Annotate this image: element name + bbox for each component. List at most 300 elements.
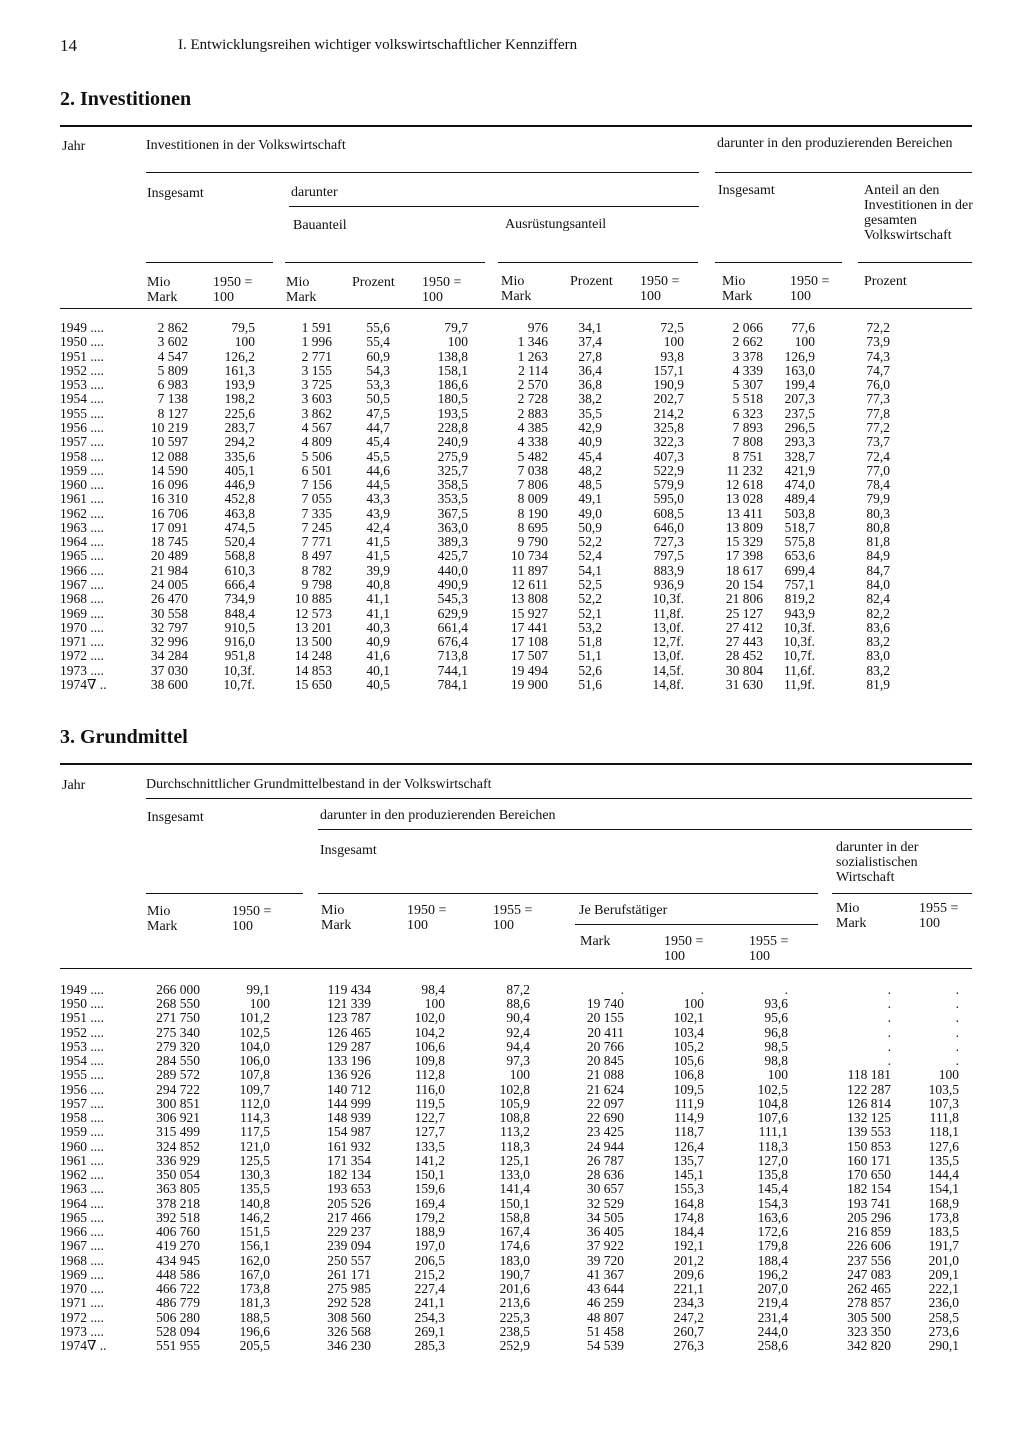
cell-ausr-prozent: 51,1 [578, 648, 602, 664]
row-year: 1958 .... [60, 1110, 104, 1126]
cell-prod-mio: 161 932 [327, 1138, 371, 1154]
unit-index-1950: 1950 = 100 [232, 904, 272, 934]
cell-bau-index: 325,7 [437, 462, 468, 478]
cell-insgesamt-mio: 14 590 [150, 462, 188, 478]
cell-ausr-mio: 8 190 [517, 505, 548, 521]
row-year: 1966 .... [60, 562, 104, 578]
cell-ausr-prozent: 48,5 [578, 477, 602, 493]
row-year: 1954 .... [60, 1053, 104, 1069]
col-header-insgesamt: Insgesamt [147, 810, 204, 825]
cell-insgesamt-mio: 32 996 [150, 634, 188, 650]
cell-insgesamt-index: 135,5 [239, 1181, 270, 1197]
cell-ausr-prozent: 37,4 [578, 334, 602, 350]
cell-prod-index-1955: 100 [509, 1067, 530, 1083]
cell-je-berufstaetiger-mark: 20 845 [586, 1053, 624, 1069]
cell-ausr-mio: 9 790 [517, 534, 548, 550]
cell-prod-mio: 13 411 [726, 505, 763, 521]
cell-prod-index-1955: 141,4 [499, 1181, 530, 1197]
cell-prod-index-1955: 90,4 [506, 1010, 530, 1026]
row-year: 1962 .... [60, 1167, 104, 1183]
cell-prod-index: 10,3f. [783, 634, 815, 650]
cell-ausr-index: 936,9 [653, 577, 684, 593]
cell-anteil-prozent: 80,3 [866, 505, 890, 521]
row-year: 1971 .... [60, 634, 104, 650]
cell-prod-index-1955: 105,9 [499, 1095, 530, 1111]
cell-bau-prozent: 45,4 [366, 434, 390, 450]
cell-je-berufstaetiger-mark: 39 720 [586, 1252, 624, 1268]
cell-anteil-prozent: 74,7 [866, 362, 890, 378]
cell-insgesamt-mio: 16 310 [150, 491, 188, 507]
cell-insgesamt-index: 104,0 [239, 1038, 270, 1054]
col-header-insgesamt: Insgesamt [147, 186, 204, 201]
cell-bau-index: 744,1 [437, 662, 468, 678]
cell-sozialistisch-mio: 205 296 [847, 1209, 891, 1225]
cell-prod-index-1950: 188,9 [414, 1224, 445, 1240]
cell-je-berufstaetiger-index-1955: . [784, 982, 788, 997]
row-year: 1963 .... [60, 519, 104, 535]
cell-ausr-prozent: 34,1 [578, 320, 602, 335]
cell-insgesamt-index: 101,2 [239, 1010, 270, 1026]
row-year: 1958 .... [60, 448, 104, 464]
cell-prod-index: 518,7 [784, 519, 815, 535]
cell-ausr-prozent: 36,4 [578, 362, 602, 378]
row-year: 1954 .... [60, 391, 104, 407]
cell-prod-mio: 308 560 [327, 1309, 371, 1325]
cell-ausr-prozent: 49,0 [578, 505, 602, 521]
cell-insgesamt-index: 205,5 [239, 1338, 270, 1353]
cell-anteil-prozent: 83,0 [866, 648, 890, 664]
header-rule [60, 308, 972, 309]
cell-insgesamt-mio: 434 945 [156, 1252, 200, 1268]
cell-ausr-index: 12,7f. [652, 634, 684, 650]
cell-sozialistisch-mio: . [887, 996, 891, 1012]
header-rule [318, 893, 818, 894]
cell-je-berufstaetiger-index-1955: 118,3 [758, 1138, 788, 1154]
cell-prod-mio: 121 339 [327, 996, 371, 1012]
cell-ausr-mio: 11 897 [511, 562, 548, 578]
cell-prod-mio: 20 154 [725, 577, 763, 593]
cell-insgesamt-mio: 30 558 [150, 605, 188, 621]
cell-je-berufstaetiger-mark: . [620, 982, 624, 997]
unit-mio-mark: Mio Mark [722, 274, 753, 304]
row-year: 1956 .... [60, 419, 104, 435]
cell-insgesamt-index: 162,0 [239, 1252, 270, 1268]
cell-prod-mio: 21 806 [725, 591, 763, 607]
cell-sozialistisch-index-1955: 118,1 [929, 1124, 959, 1140]
cell-bau-prozent: 41,1 [366, 605, 390, 621]
cell-sozialistisch-index-1955: . [955, 996, 959, 1012]
cell-je-berufstaetiger-mark: 24 944 [586, 1138, 624, 1154]
cell-je-berufstaetiger-index-1950: 276,3 [673, 1338, 704, 1353]
cell-prod-index: 11,9f. [784, 677, 815, 692]
cell-ausr-mio: 2 728 [517, 391, 548, 407]
row-year: 1964 .... [60, 1195, 104, 1211]
cell-ausr-index: 157,1 [653, 362, 684, 378]
cell-prod-mio: 140 712 [327, 1081, 371, 1097]
cell-ausr-prozent: 52,5 [578, 577, 602, 593]
cell-prod-mio: 3 378 [732, 348, 763, 364]
cell-insgesamt-mio: 466 722 [156, 1281, 200, 1297]
cell-bau-prozent: 54,3 [366, 362, 390, 378]
col-header-anteil: Anteil an den Investitionen in der gesamten Volkswirtschaft [864, 183, 973, 243]
cell-ausr-index: 14,5f. [652, 662, 684, 678]
cell-prod-index-1950: 141,2 [414, 1152, 445, 1168]
cell-je-berufstaetiger-index-1955: 172,6 [757, 1224, 788, 1240]
cell-prod-index: 199,4 [784, 377, 815, 393]
row-year: 1970 .... [60, 619, 104, 635]
cell-je-berufstaetiger-index-1955: 145,4 [757, 1181, 788, 1197]
row-year: 1951 .... [60, 348, 104, 364]
cell-je-berufstaetiger-index-1955: 107,6 [757, 1110, 788, 1126]
cell-prod-mio: 154 987 [327, 1124, 371, 1140]
cell-je-berufstaetiger-index-1950: 126,4 [673, 1138, 704, 1154]
unit-index-1955: 1955 = 100 [919, 901, 959, 931]
row-year: 1952 .... [60, 1024, 104, 1040]
cell-je-berufstaetiger-mark: 36 405 [586, 1224, 624, 1240]
group-header-volkswirtschaft: Investitionen in der Volkswirtschaft [146, 138, 346, 153]
cell-ausr-mio: 4 338 [517, 434, 548, 450]
cell-anteil-prozent: 72,4 [866, 448, 890, 464]
group-header-top: Durchschnittlicher Grundmittelbestand in der Volkswirtschaft [146, 777, 492, 792]
cell-ausr-mio: 1 263 [517, 348, 548, 364]
cell-insgesamt-index: 114,3 [240, 1110, 270, 1126]
cell-insgesamt-index: 10,3f. [223, 662, 255, 678]
row-year: 1950 .... [60, 334, 104, 350]
cell-prod-index: 77,6 [791, 320, 815, 335]
cell-prod-index: 293,3 [784, 434, 815, 450]
cell-bau-prozent: 50,5 [366, 391, 390, 407]
cell-prod-index: 421,9 [784, 462, 815, 478]
cell-prod-mio: 18 617 [725, 562, 763, 578]
cell-je-berufstaetiger-mark: 28 636 [586, 1167, 624, 1183]
cell-ausr-index: 646,0 [653, 519, 684, 535]
cell-insgesamt-index: 463,8 [224, 505, 255, 521]
running-head: I. Entwicklungsreihen wichtiger volkswirtschaftlicher Kennziffern [178, 37, 578, 53]
cell-bau-mio: 14 248 [294, 648, 332, 664]
cell-prod-index: 653,6 [784, 548, 815, 564]
table-rule [60, 763, 972, 765]
cell-prod-index: 237,5 [784, 405, 815, 421]
cell-insgesamt-mio: 271 750 [156, 1010, 200, 1026]
cell-ausr-prozent: 27,8 [578, 348, 602, 364]
cell-insgesamt-mio: 448 586 [156, 1266, 200, 1282]
cell-je-berufstaetiger-index-1955: 163,6 [757, 1209, 788, 1225]
cell-sozialistisch-mio: 132 125 [847, 1110, 891, 1126]
cell-je-berufstaetiger-index-1955: 135,8 [757, 1167, 788, 1183]
cell-prod-index-1950: 227,4 [414, 1281, 445, 1297]
cell-bau-index: 180,5 [437, 391, 468, 407]
cell-je-berufstaetiger-mark: 43 644 [586, 1281, 624, 1297]
cell-je-berufstaetiger-index-1955: 231,4 [757, 1309, 788, 1325]
unit-mark: Mark [580, 934, 611, 949]
cell-bau-mio: 4 809 [301, 434, 332, 450]
cell-ausr-prozent: 52,2 [578, 591, 602, 607]
cell-prod-index-1955: 102,8 [499, 1081, 530, 1097]
cell-prod-index-1950: 197,0 [414, 1238, 445, 1254]
row-year: 1973 .... [60, 1323, 104, 1339]
col-header-sozialistisch: darunter in der sozialistischen Wirtschaft [836, 840, 919, 885]
cell-ausr-index: 14,8f. [652, 677, 684, 692]
cell-ausr-mio: 15 927 [510, 605, 548, 621]
cell-sozialistisch-mio: 160 171 [847, 1152, 891, 1168]
cell-je-berufstaetiger-mark: 23 425 [586, 1124, 624, 1140]
cell-prod-index-1955: 238,5 [499, 1323, 530, 1339]
cell-prod-mio: 182 134 [327, 1167, 371, 1183]
cell-bau-mio: 4 567 [301, 419, 332, 435]
unit-index-1955: 1955 = 100 [749, 934, 789, 964]
cell-anteil-prozent: 80,8 [866, 519, 890, 535]
cell-prod-index: 100 [794, 334, 815, 350]
table-rule [60, 125, 972, 127]
cell-prod-mio: 217 466 [327, 1209, 371, 1225]
cell-prod-index-1955: 190,7 [499, 1266, 530, 1282]
cell-insgesamt-index: 161,3 [224, 362, 255, 378]
cell-anteil-prozent: 73,7 [866, 434, 890, 450]
cell-je-berufstaetiger-index-1950: 105,6 [673, 1053, 704, 1069]
cell-prod-index-1955: 94,4 [506, 1038, 530, 1054]
cell-prod-index-1955: 118,3 [500, 1138, 530, 1154]
cell-prod-index: 11,6f. [784, 662, 815, 678]
cell-sozialistisch-index-1955: 236,0 [928, 1295, 959, 1311]
cell-anteil-prozent: 84,7 [866, 562, 890, 578]
cell-insgesamt-index: 140,8 [239, 1195, 270, 1211]
cell-sozialistisch-index-1955: 107,3 [928, 1095, 959, 1111]
cell-prod-index: 126,9 [784, 348, 815, 364]
cell-prod-index-1955: 125,1 [499, 1152, 530, 1168]
cell-bau-index: 358,5 [437, 477, 468, 493]
cell-sozialistisch-mio: 126 814 [847, 1095, 891, 1111]
cell-prod-mio: 13 809 [725, 519, 763, 535]
cell-prod-index-1955: 150,1 [499, 1195, 530, 1211]
cell-bau-index: 275,9 [437, 448, 468, 464]
cell-prod-mio: 5 307 [732, 377, 763, 393]
cell-prod-index: 757,1 [784, 577, 815, 593]
cell-bau-prozent: 53,3 [366, 377, 390, 393]
cell-sozialistisch-index-1955: . [955, 1010, 959, 1026]
cell-je-berufstaetiger-index-1950: 114,9 [674, 1110, 704, 1126]
cell-sozialistisch-mio: . [887, 1053, 891, 1069]
cell-sozialistisch-index-1955: . [955, 1053, 959, 1069]
cell-ausr-mio: 2 883 [517, 405, 548, 421]
cell-insgesamt-index: 100 [234, 334, 255, 350]
cell-prod-index: 489,4 [784, 491, 815, 507]
cell-ausr-mio: 1 346 [517, 334, 548, 350]
cell-bau-mio: 7 771 [301, 534, 332, 550]
cell-insgesamt-index: 193,9 [224, 377, 255, 393]
cell-je-berufstaetiger-mark: 20 766 [586, 1038, 624, 1054]
cell-ausr-mio: 8 009 [517, 491, 548, 507]
cell-bau-prozent: 47,5 [366, 405, 390, 421]
cell-prod-index-1950: 106,6 [414, 1038, 445, 1054]
cell-prod-mio: 30 804 [725, 662, 763, 678]
cell-ausr-prozent: 36,8 [578, 377, 602, 393]
cell-insgesamt-index: 335,6 [224, 448, 255, 464]
cell-insgesamt-mio: 12 088 [150, 448, 188, 464]
cell-je-berufstaetiger-index-1955: 93,6 [764, 996, 788, 1012]
cell-prod-mio: 119 434 [327, 982, 371, 997]
cell-je-berufstaetiger-index-1950: 174,8 [673, 1209, 704, 1225]
cell-prod-index-1955: 167,4 [499, 1224, 530, 1240]
cell-insgesamt-index: 568,8 [224, 548, 255, 564]
cell-je-berufstaetiger-index-1955: 244,0 [757, 1323, 788, 1339]
cell-bau-index: 389,3 [437, 534, 468, 550]
row-year: 1972 .... [60, 1309, 104, 1325]
cell-insgesamt-mio: 5 809 [157, 362, 188, 378]
cell-prod-mio: 27 412 [725, 619, 763, 635]
row-year: 1961 .... [60, 491, 104, 507]
cell-bau-prozent: 44,5 [366, 477, 390, 493]
cell-bau-index: 240,9 [437, 434, 468, 450]
cell-je-berufstaetiger-mark: 26 787 [586, 1152, 624, 1168]
cell-sozialistisch-mio: 139 553 [847, 1124, 891, 1140]
cell-je-berufstaetiger-index-1950: 164,8 [673, 1195, 704, 1211]
cell-prod-mio: 261 171 [327, 1266, 371, 1282]
cell-prod-mio: 123 787 [327, 1010, 371, 1026]
cell-bau-mio: 3 725 [301, 377, 332, 393]
cell-sozialistisch-index-1955: 173,8 [928, 1209, 959, 1225]
row-year: 1962 .... [60, 505, 104, 521]
cell-sozialistisch-mio: 216 859 [847, 1224, 891, 1240]
cell-je-berufstaetiger-mark: 34 505 [586, 1209, 624, 1225]
cell-insgesamt-index: 106,0 [239, 1053, 270, 1069]
cell-sozialistisch-mio: 237 556 [847, 1252, 891, 1268]
cell-prod-index-1950: 215,2 [414, 1266, 445, 1282]
cell-insgesamt-mio: 7 138 [157, 391, 188, 407]
unit-index-1950: 1950 = 100 [407, 903, 447, 933]
cell-prod-mio: 346 230 [327, 1338, 371, 1353]
cell-ausr-mio: 17 507 [510, 648, 548, 664]
cell-je-berufstaetiger-index-1950: 135,7 [673, 1152, 704, 1168]
cell-prod-index-1950: 102,0 [414, 1010, 445, 1026]
cell-bau-index: 784,1 [437, 677, 468, 692]
cell-prod-index: 296,5 [784, 419, 815, 435]
cell-insgesamt-mio: 300 851 [156, 1095, 200, 1111]
cell-insgesamt-index: 173,8 [239, 1281, 270, 1297]
row-year: 1953 .... [60, 1038, 104, 1054]
cell-sozialistisch-mio: 118 181 [847, 1067, 891, 1083]
cell-prod-index: 207,3 [784, 391, 815, 407]
cell-insgesamt-index: 156,1 [239, 1238, 270, 1254]
cell-prod-index-1950: 285,3 [414, 1338, 445, 1353]
cell-insgesamt-mio: 486 779 [156, 1295, 200, 1311]
cell-sozialistisch-index-1955: 183,5 [928, 1224, 959, 1240]
cell-bau-index: 629,9 [437, 605, 468, 621]
cell-ausr-mio: 2 114 [518, 362, 548, 378]
cell-bau-prozent: 40,1 [366, 662, 390, 678]
cell-insgesamt-index: 452,8 [224, 491, 255, 507]
cell-insgesamt-mio: 21 984 [150, 562, 188, 578]
cell-bau-mio: 8 497 [301, 548, 332, 564]
cell-je-berufstaetiger-index-1955: 207,0 [757, 1281, 788, 1297]
cell-bau-prozent: 55,4 [366, 334, 390, 350]
cell-je-berufstaetiger-index-1950: 192,1 [673, 1238, 704, 1254]
cell-anteil-prozent: 82,4 [866, 591, 890, 607]
cell-bau-prozent: 44,7 [366, 419, 390, 435]
cell-insgesamt-mio: 268 550 [156, 996, 200, 1012]
cell-insgesamt-mio: 279 320 [156, 1038, 200, 1054]
cell-insgesamt-index: 198,2 [224, 391, 255, 407]
cell-bau-prozent: 40,5 [366, 677, 390, 692]
header-rule [60, 968, 972, 969]
cell-bau-mio: 7 055 [301, 491, 332, 507]
cell-insgesamt-mio: 275 340 [156, 1024, 200, 1040]
cell-insgesamt-index: 10,7f. [223, 677, 255, 692]
cell-bau-mio: 15 650 [294, 677, 332, 692]
row-year: 1959 .... [60, 462, 104, 478]
cell-bau-mio: 7 335 [301, 505, 332, 521]
cell-insgesamt-mio: 18 745 [150, 534, 188, 550]
cell-bau-prozent: 44,6 [366, 462, 390, 478]
cell-je-berufstaetiger-index-1950: 221,1 [673, 1281, 704, 1297]
cell-insgesamt-mio: 4 547 [157, 348, 188, 364]
cell-insgesamt-mio: 10 219 [150, 419, 188, 435]
cell-je-berufstaetiger-mark: 48 807 [586, 1309, 624, 1325]
row-year: 1949 .... [60, 982, 104, 997]
col-header-jahr: Jahr [62, 139, 86, 154]
cell-sozialistisch-index-1955: 222,1 [928, 1281, 959, 1297]
row-year: 1951 .... [60, 1010, 104, 1026]
cell-prod-mio: 275 985 [327, 1281, 371, 1297]
cell-bau-prozent: 40,8 [366, 577, 390, 593]
cell-prod-index: 575,8 [784, 534, 815, 550]
cell-insgesamt-mio: 3 602 [157, 334, 188, 350]
cell-prod-index: 163,0 [784, 362, 815, 378]
unit-index-1950: 1950 = 100 [422, 275, 462, 305]
cell-bau-prozent: 60,9 [366, 348, 390, 364]
cell-je-berufstaetiger-index-1955: 258,6 [757, 1338, 788, 1353]
cell-bau-mio: 5 506 [301, 448, 332, 464]
cell-insgesamt-mio: 38 600 [150, 677, 188, 692]
cell-anteil-prozent: 74,3 [866, 348, 890, 364]
cell-bau-index: 661,4 [437, 619, 468, 635]
col-header-insgesamt-prod: Insgesamt [320, 843, 377, 858]
cell-prod-index-1950: 116,0 [415, 1081, 445, 1097]
header-rule [858, 262, 972, 263]
cell-ausr-index: 322,3 [653, 434, 684, 450]
cell-insgesamt-mio: 8 127 [157, 405, 188, 421]
cell-insgesamt-mio: 336 929 [156, 1152, 200, 1168]
cell-ausr-mio: 17 441 [510, 619, 548, 635]
cell-je-berufstaetiger-index-1950: 106,8 [673, 1067, 704, 1083]
row-year: 1972 .... [60, 648, 104, 664]
cell-sozialistisch-mio: . [887, 1024, 891, 1040]
unit-index-1950: 1950 = 100 [790, 274, 830, 304]
cell-insgesamt-index: 151,5 [239, 1224, 270, 1240]
cell-sozialistisch-index-1955: 273,6 [928, 1323, 959, 1339]
cell-bau-prozent: 39,9 [366, 562, 390, 578]
cell-ausr-prozent: 52,6 [578, 662, 602, 678]
cell-ausr-index: 797,5 [653, 548, 684, 564]
cell-je-berufstaetiger-mark: 21 088 [586, 1067, 624, 1083]
cell-insgesamt-index: 520,4 [224, 534, 255, 550]
header-rule [146, 172, 699, 173]
cell-je-berufstaetiger-mark: 22 097 [586, 1095, 624, 1111]
cell-je-berufstaetiger-index-1950: 234,3 [673, 1295, 704, 1311]
cell-ausr-index: 10,3f. [652, 591, 684, 607]
col-header-darunter: darunter [291, 185, 338, 200]
cell-je-berufstaetiger-mark: 51 458 [586, 1323, 624, 1339]
row-year: 1968 .... [60, 1252, 104, 1268]
cell-bau-prozent: 41,1 [366, 591, 390, 607]
cell-insgesamt-mio: 306 921 [156, 1110, 200, 1126]
cell-anteil-prozent: 83,6 [866, 619, 890, 635]
row-year: 1967 .... [60, 577, 104, 593]
header-rule [498, 262, 698, 263]
cell-insgesamt-mio: 24 005 [150, 577, 188, 593]
cell-sozialistisch-index-1955: . [955, 982, 959, 997]
cell-bau-index: 228,8 [437, 419, 468, 435]
cell-bau-index: 158,1 [437, 362, 468, 378]
